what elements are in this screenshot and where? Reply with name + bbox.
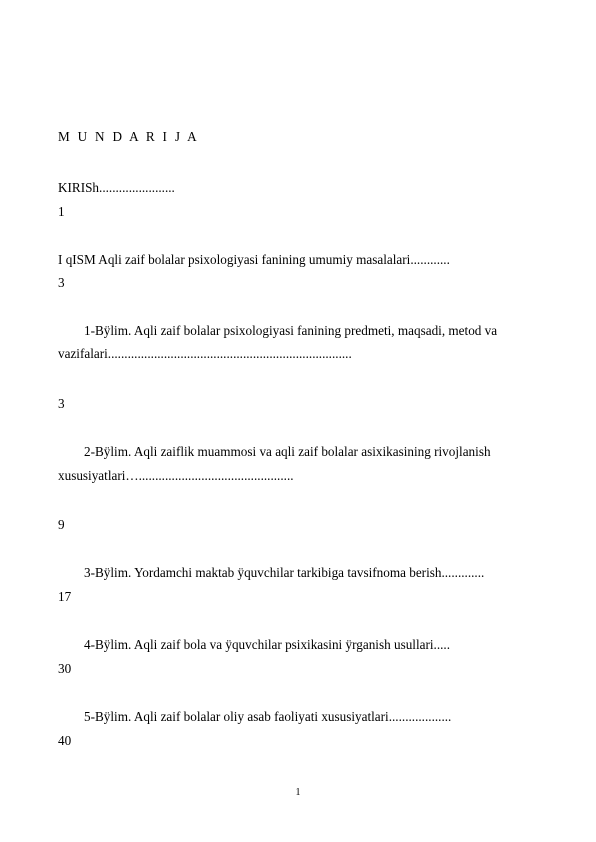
toc-entry-chapter4-page: 30	[58, 661, 72, 676]
toc-entry-chapter3-page: 17	[58, 589, 72, 604]
toc-entry-intro: KIRISh.......................	[58, 180, 175, 195]
toc-entry-chapter2-page: 9	[58, 517, 65, 532]
toc-entry-part1: I qISM Aqli zaif bolalar psixologiyasi fanining umumiy masalalari............	[58, 252, 450, 267]
toc-entry-chapter4: 4-Bÿlim. Aqli zaif bola va ÿquvchilar psixikasini ÿrganish usullari.....	[84, 637, 451, 652]
toc-entry-chapter1-cont: vazifalari..........................................................................	[58, 346, 352, 361]
page-title: M U N D A R I J A	[58, 129, 199, 144]
toc-entry-chapter1: 1-Bÿlim. Aqli zaif bolalar psixologiyasi fanining predmeti, maqsadi, metod va	[84, 323, 498, 338]
toc-entry-chapter3: 3-Bÿlim. Yordamchi maktab ÿquvchilar tarkibiga tavsifnoma berish.............	[84, 565, 485, 580]
page-number: 1	[295, 787, 301, 798]
toc-entry-chapter2: 2-Bÿlim. Aqli zaiflik muammosi va aqli zaif bolalar asixikasining rivojlanish	[84, 444, 491, 459]
toc-entry-chapter5: 5-Bÿlim. Aqli zaif bolalar oliy asab faoliyati xususiyatlari...................	[84, 709, 452, 724]
toc-entry-part1-page: 3	[58, 275, 65, 290]
toc-entry-intro-page: 1	[58, 204, 65, 219]
toc-entry-chapter1-page: 3	[58, 396, 65, 411]
toc-entry-chapter5-page: 40	[58, 733, 72, 748]
toc-entry-chapter2-cont: xususiyatlari…...............................................	[58, 468, 294, 483]
